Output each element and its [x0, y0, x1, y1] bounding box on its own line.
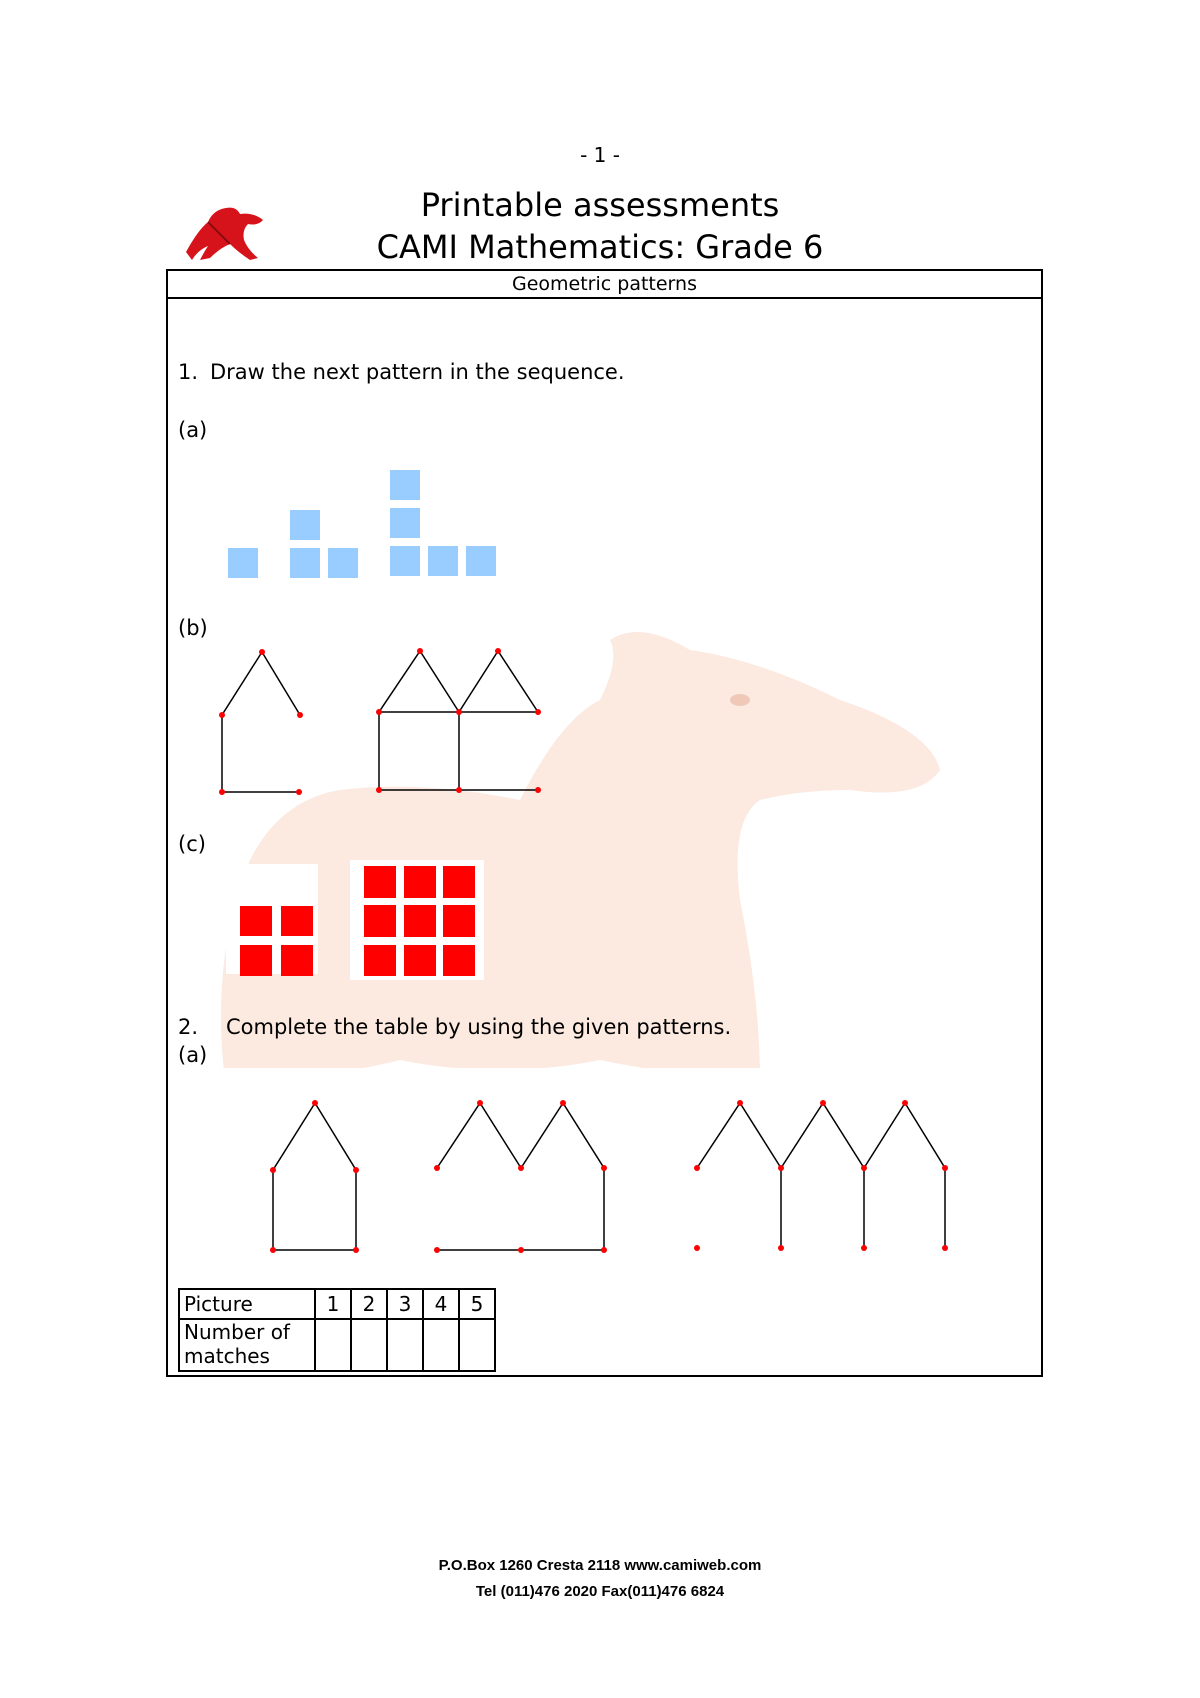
column-header: 4 [423, 1289, 459, 1319]
red-square [443, 945, 475, 976]
answer-cell[interactable] [387, 1319, 423, 1371]
pattern-1c [226, 860, 484, 980]
red-square [281, 906, 313, 936]
pattern-1b-dots [219, 648, 541, 795]
blue-square [228, 548, 258, 578]
title-printable-assessments: Printable assessments [420, 186, 780, 224]
row-label-picture: Picture [179, 1289, 315, 1319]
footer-address: P.O.Box 1260 Cresta 2118 www.camiweb.com [438, 1557, 762, 1574]
red-square [364, 945, 396, 976]
answer-cell[interactable] [315, 1319, 351, 1371]
blue-square [290, 510, 320, 540]
red-square [240, 945, 272, 976]
column-header: 1 [315, 1289, 351, 1319]
question-1a-label: (a) [178, 418, 208, 442]
red-square [281, 945, 313, 976]
red-square [404, 945, 436, 976]
blue-square [466, 546, 496, 576]
column-header: 3 [387, 1289, 423, 1319]
blue-square [390, 546, 420, 576]
red-square [443, 866, 475, 898]
question-1-text: Draw the next pattern in the sequence. [210, 360, 625, 384]
question-1c-label: (c) [178, 832, 206, 856]
blue-square [390, 508, 420, 538]
blue-square [290, 548, 320, 578]
blue-square [390, 470, 420, 500]
answer-cell[interactable] [351, 1319, 387, 1371]
pattern-1b [222, 651, 538, 792]
question-2-text: Complete the table by using the given patterns. [226, 1015, 732, 1039]
column-header: 2 [351, 1289, 387, 1319]
question-2a-label: (a) [178, 1043, 208, 1067]
red-square [364, 866, 396, 898]
table-row [179, 1289, 495, 1319]
red-square [404, 905, 436, 937]
matches-table [178, 1288, 496, 1372]
answer-cell[interactable] [423, 1319, 459, 1371]
row-label-number-of-matches: Number of matches [179, 1319, 315, 1371]
column-header: 5 [459, 1289, 495, 1319]
title-cami-mathematics: CAMI Mathematics: Grade 6 [376, 228, 824, 266]
footer-contact: Tel (011)476 2020 Fax(011)476 6824 [475, 1583, 725, 1600]
question-2-number: 2. [178, 1015, 199, 1039]
question-1b-label: (b) [178, 616, 208, 640]
pattern-1a [228, 470, 496, 578]
question-1-number: 1. [178, 360, 199, 384]
page-number: - 1 - [580, 143, 620, 167]
blue-square [328, 548, 358, 578]
red-square [404, 866, 436, 898]
red-square [443, 905, 475, 937]
table-row [179, 1319, 495, 1371]
red-square [240, 906, 272, 936]
red-square [364, 905, 396, 937]
answer-cell[interactable] [459, 1319, 495, 1371]
topic-heading: Geometric patterns [166, 269, 1043, 299]
blue-square [428, 546, 458, 576]
